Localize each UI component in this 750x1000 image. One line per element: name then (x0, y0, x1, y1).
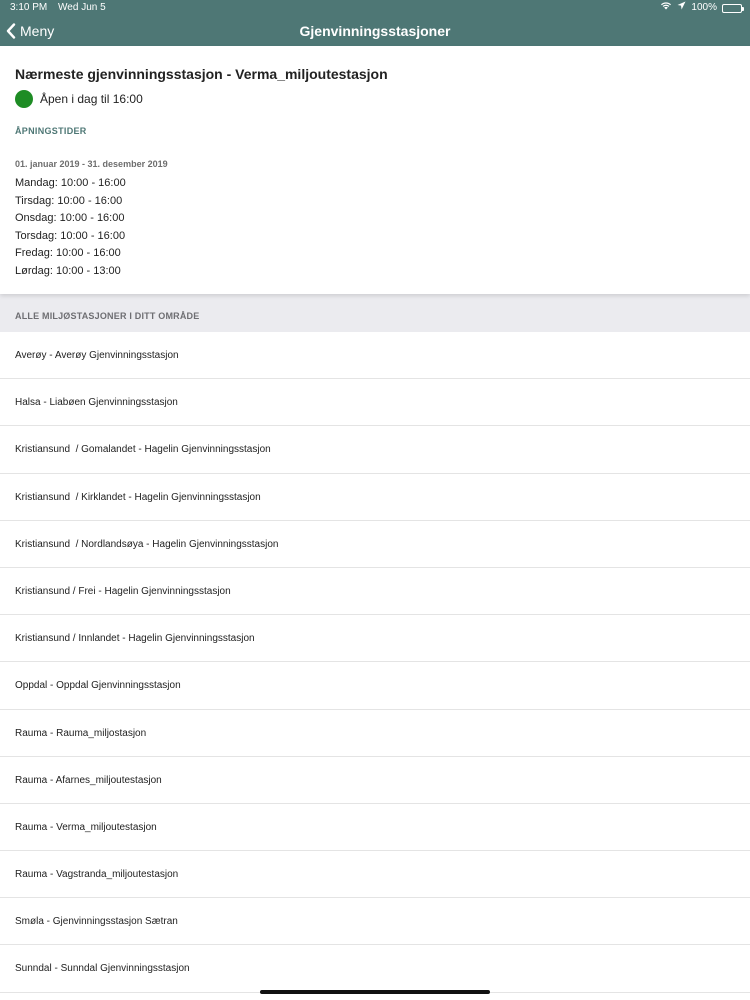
opening-hours-row: Onsdag: 10:00 - 16:00 (15, 212, 125, 225)
opening-hours-heading: ÅPNINGSTIDER (15, 126, 87, 136)
battery-percent: 100% (691, 2, 717, 13)
navigation-bar (0, 16, 750, 46)
station-list-item[interactable]: Kristiansund / Kirklandet - Hagelin Gjenvinningsstasjon (0, 474, 750, 521)
station-list-item[interactable]: Rauma - Rauma_miljostasjon (0, 710, 750, 757)
station-list (0, 332, 750, 993)
station-list-item[interactable]: Oppdal - Oppdal Gjenvinningsstasjon (0, 662, 750, 709)
station-list-item[interactable]: Kristiansund / Nordlandsøya - Hagelin Gjenvinningsstasjon (0, 521, 750, 568)
open-status-text: Åpen i dag til 16:00 (40, 92, 143, 106)
station-list-item[interactable]: Sunndal - Sunndal Gjenvinningsstasjon (0, 945, 750, 992)
opening-hours-date-range: 01. januar 2019 - 31. desember 2019 (15, 159, 168, 169)
station-list-item[interactable]: Smøla - Gjenvinningsstasjon Sætran (0, 898, 750, 945)
station-list-item[interactable]: Rauma - Verma_miljoutestasjon (0, 804, 750, 851)
open-status-row (15, 90, 143, 108)
opening-hours-row: Fredag: 10:00 - 16:00 (15, 247, 121, 260)
opening-hours-row: Torsdag: 10:00 - 16:00 (15, 229, 126, 242)
location-arrow-icon (677, 0, 686, 16)
all-stations-section-header: ALLE MILJØSTASJONER I DITT OMRÅDE (0, 294, 750, 332)
station-list-item[interactable]: Rauma - Vagstranda_miljoutestasjon (0, 851, 750, 898)
status-date: Wed Jun 5 (58, 2, 106, 13)
wifi-icon (660, 0, 672, 16)
opening-hours-row: Tirsdag: 10:00 - 16:00 (15, 194, 123, 207)
status-right (660, 0, 742, 16)
page-title: Gjenvinningsstasjoner (299, 23, 451, 39)
station-list-item[interactable]: Kristiansund / Innlandet - Hagelin Gjenvinningsstasjon (0, 615, 750, 662)
back-button[interactable] (6, 16, 54, 46)
chevron-left-icon (6, 23, 16, 39)
back-button-label: Meny (20, 23, 55, 39)
status-time: 3:10 PM (10, 2, 48, 13)
opening-hours-row: Lørdag: 10:00 - 13:00 (15, 264, 121, 277)
open-status-indicator (15, 90, 33, 108)
station-list-item[interactable]: Rauma - Afarnes_miljoutestasjon (0, 757, 750, 804)
home-indicator[interactable] (260, 990, 490, 994)
status-bar (0, 0, 750, 16)
nearest-station-card (0, 46, 750, 294)
station-list-item[interactable]: Averøy - Averøy Gjenvinningsstasjon (0, 332, 750, 379)
battery-icon (722, 4, 742, 13)
station-list-item[interactable]: Kristiansund / Frei - Hagelin Gjenvinningsstasjon (0, 568, 750, 615)
status-left (10, 0, 114, 16)
nearest-station-title: Nærmeste gjenvinningsstasjon - Verma_miljoutestasjon (15, 66, 388, 82)
station-list-item[interactable]: Halsa - Liabøen Gjenvinningsstasjon (0, 379, 750, 426)
opening-hours-row: Mandag: 10:00 - 16:00 (15, 177, 126, 189)
opening-hours-list (15, 175, 126, 281)
station-list-item[interactable]: Kristiansund / Gomalandet - Hagelin Gjenvinningsstasjon (0, 426, 750, 473)
